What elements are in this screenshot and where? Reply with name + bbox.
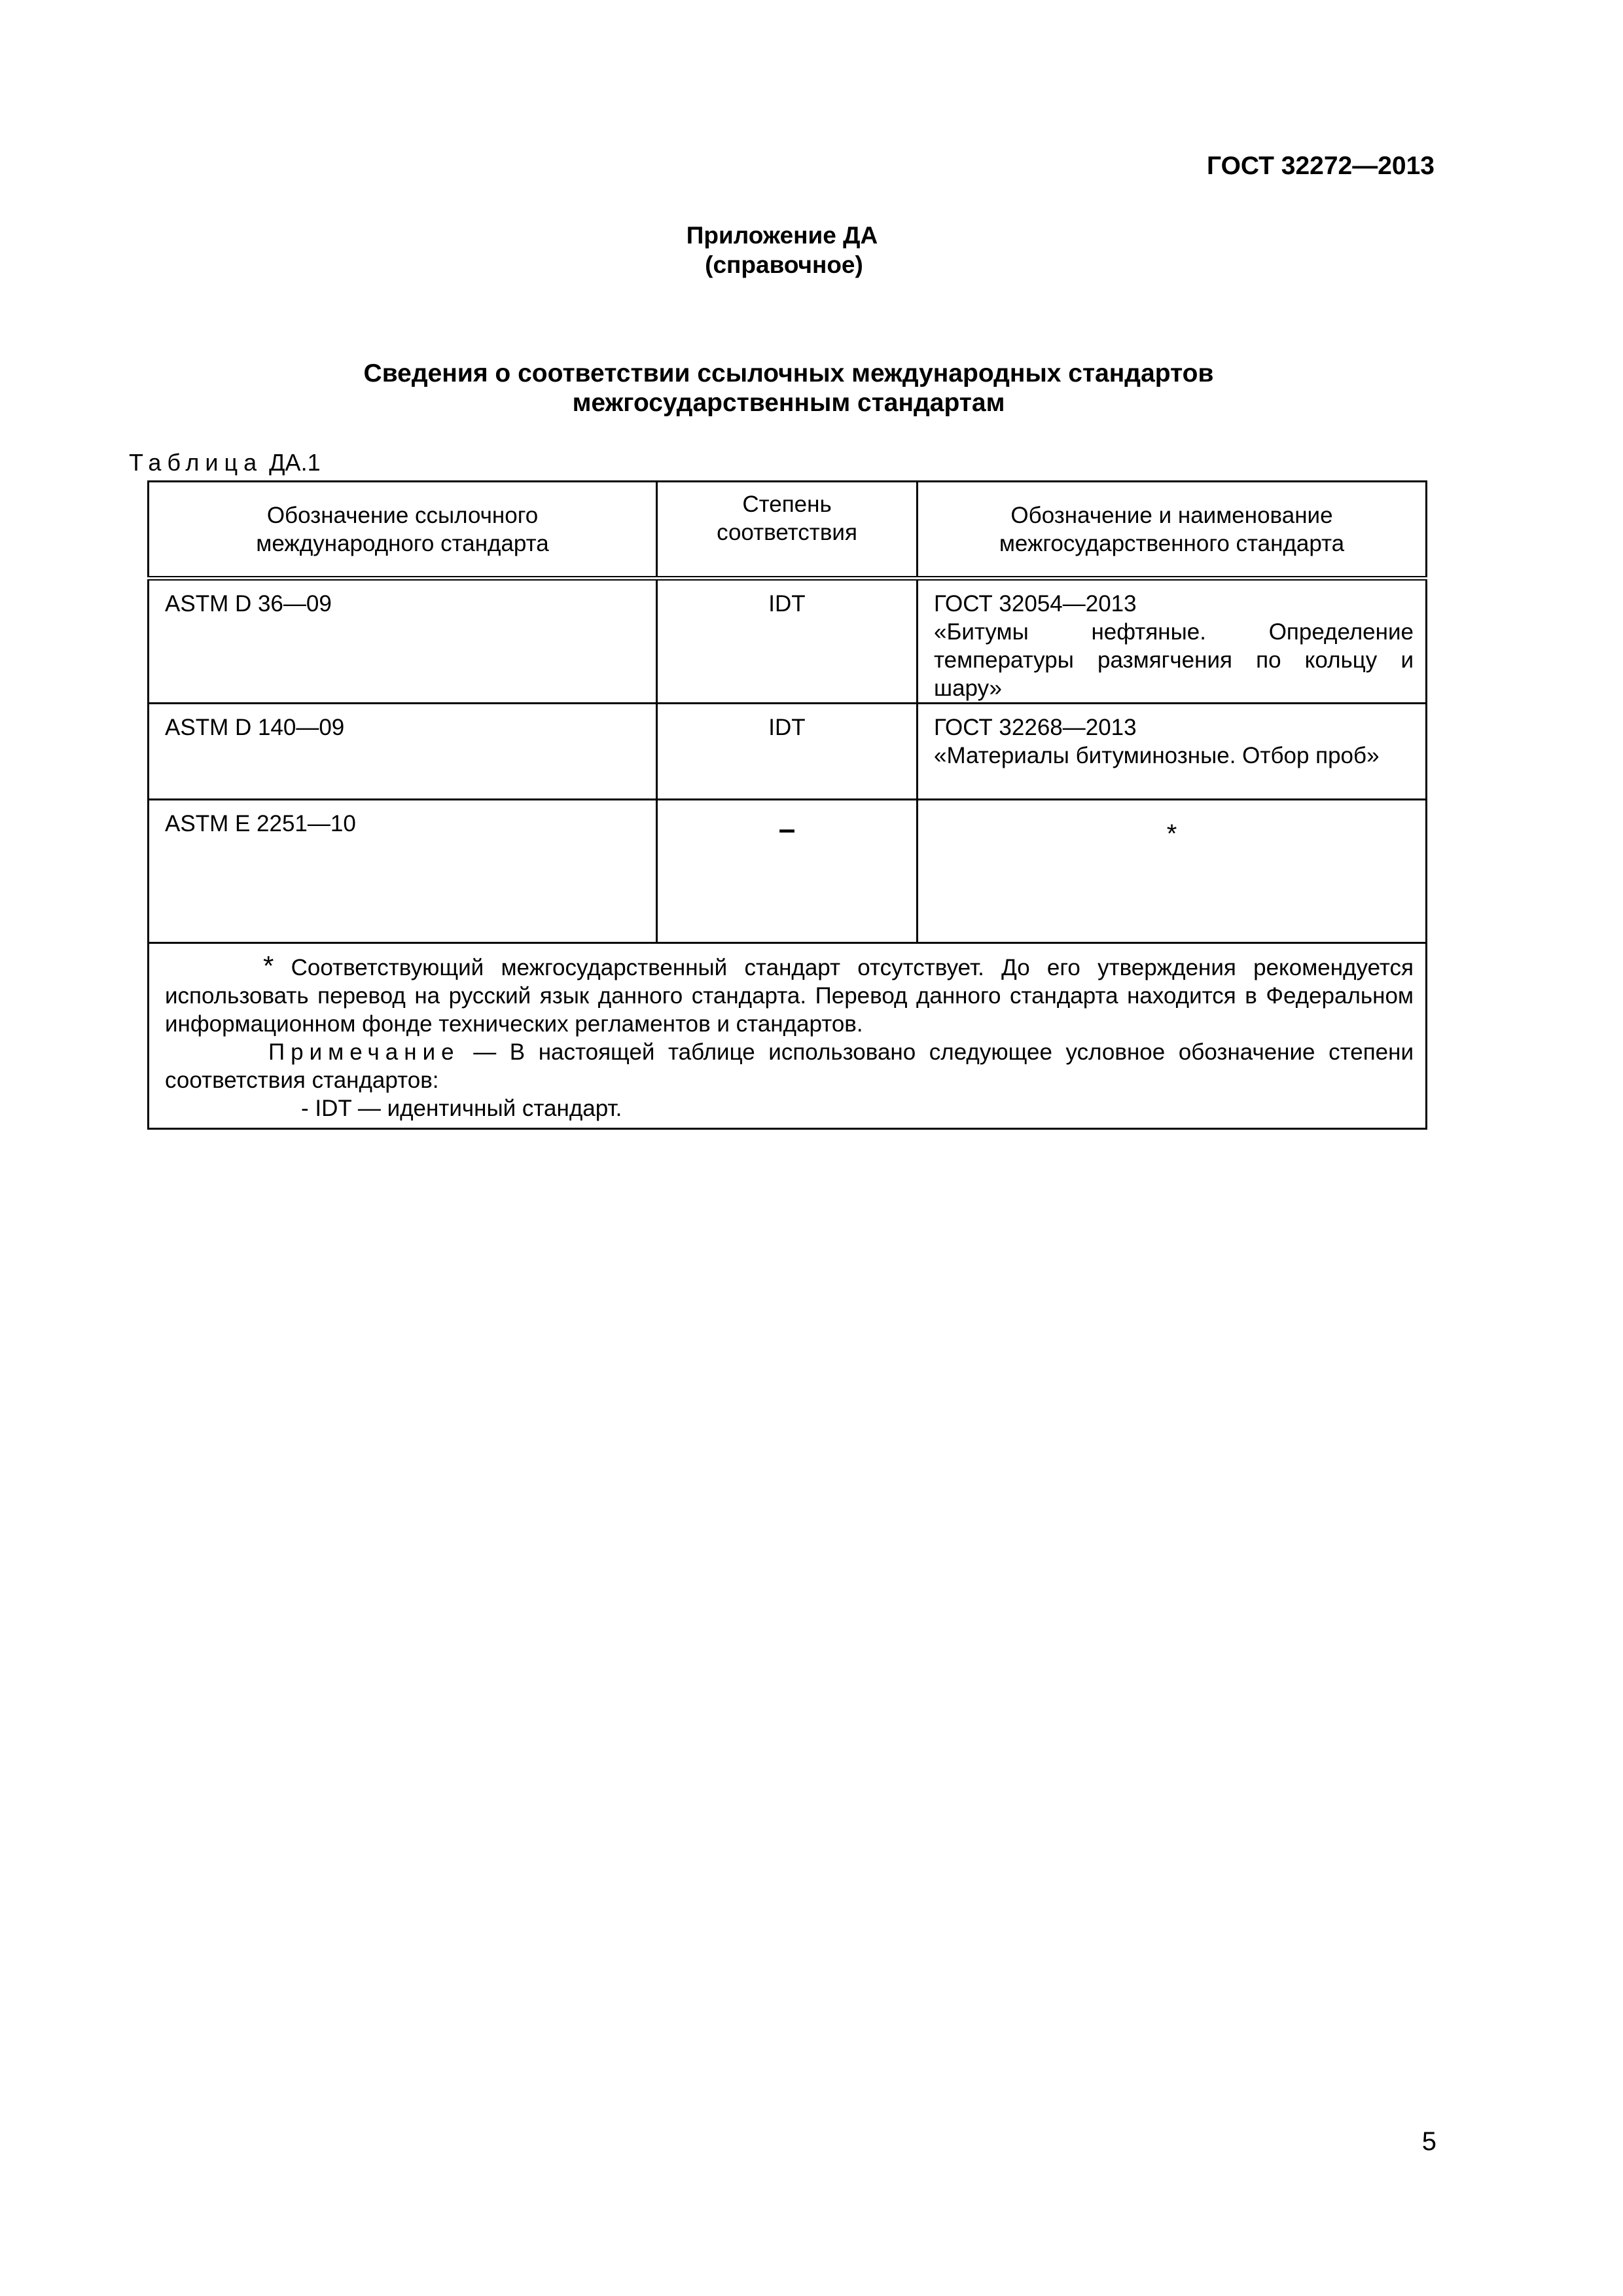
header-degree (657, 482, 918, 579)
appendix-subtitle: (справочное) (705, 251, 863, 278)
header-intl-standard-line2: международного стандарта (256, 530, 549, 556)
table-header-row (149, 482, 1427, 579)
cell-interstate-number: ГОСТ 32268—2013 (934, 715, 1137, 740)
header-degree-line2: соответствия (717, 520, 857, 545)
document-number: ГОСТ 32272—2013 (1207, 152, 1435, 180)
header-intl-standard (149, 482, 657, 579)
cell-intl-standard: ASTM D 36—09 (149, 579, 657, 704)
header-intl-standard-line1: Обозначение ссылочного (266, 502, 539, 528)
table-row (149, 800, 1427, 943)
cell-degree: IDT (657, 704, 918, 800)
cell-interstate-number: ГОСТ 32054—2013 (934, 591, 1137, 617)
footnote-asterisk: * (1166, 819, 1177, 848)
cell-interstate-name: «Битумы нефтяные. Определение температуры размягчения по кольцу и шару» (934, 619, 1414, 701)
cell-interstate-name: «Материалы битуминозные. Отбор проб» (934, 743, 1380, 768)
standards-table (147, 480, 1427, 1130)
note-paragraph (165, 1038, 1414, 1094)
table-row (149, 579, 1427, 704)
note-text: — В настоящей таблице использовано следующее условное обозначение степени соответствия стандартов: (165, 1039, 1414, 1093)
cell-intl-standard: ASTM D 140—09 (149, 704, 657, 800)
header-interstate-standard (918, 482, 1427, 579)
header-interstate-line2: межгосударственного стандарта (999, 530, 1345, 556)
page-title-line1: Сведения о соответствии ссылочных международных стандартов (363, 359, 1214, 387)
table-caption-word: Таблица (129, 449, 263, 476)
note-idt-line: - IDT — идентичный стандарт. (301, 1096, 622, 1121)
footnote-paragraph (165, 952, 1414, 1038)
header-interstate-line1: Обозначение и наименование (1010, 502, 1333, 528)
table-footnote (149, 943, 1427, 1129)
cell-interstate-standard (918, 800, 1427, 943)
note-label: Примечание (268, 1039, 460, 1065)
page-title (0, 359, 1577, 418)
cell-degree (657, 800, 918, 943)
cell-intl-standard: ASTM E 2251—10 (149, 800, 657, 943)
table-caption-number: ДА.1 (269, 449, 321, 476)
cell-degree: IDT (657, 579, 918, 704)
appendix-title: Приложение ДА (686, 222, 878, 249)
degree-dash: – (778, 812, 796, 846)
header-degree-line1: Степень (742, 492, 832, 517)
table-footnote-row (149, 943, 1427, 1129)
appendix-heading (0, 221, 1564, 279)
page-title-line2: межгосударственным стандартам (572, 389, 1005, 417)
footnote-text: Соответствующий межгосударственный стандарт отсутствует. До его утверждения рекомендуется использовать перевод на русский язык данного стандарта. Перевод данного стандарта находится в Федеральном информационном фонде технических регламентов и стандартов. (165, 955, 1414, 1037)
cell-interstate-standard (918, 704, 1427, 800)
footnote-marker: * (263, 950, 274, 981)
cell-interstate-standard (918, 579, 1427, 704)
table-caption (129, 450, 321, 476)
table-row (149, 704, 1427, 800)
page-number: 5 (1421, 2127, 1436, 2156)
